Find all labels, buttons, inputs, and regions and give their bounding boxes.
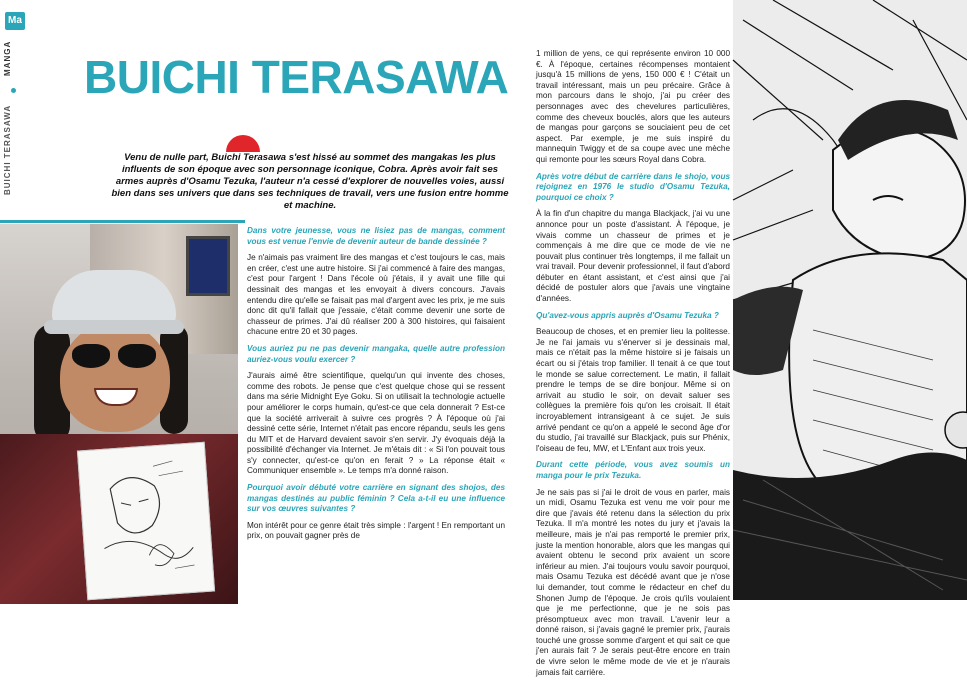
photo-sunglasses-left <box>72 344 110 368</box>
question-5: Qu'avez-vous appris auprès d'Osamu Tezuka ? <box>536 310 719 320</box>
side-name-label: BUICHI TERASAWA <box>3 104 12 196</box>
rising-sun-icon <box>226 135 260 152</box>
answer-4: À la fin d'un chapitre du manga Blackjack, j'ai vu une annonce pour un poste d'assistant. À l'époque, je vivais comme un chasseur de primes et je commençais à me dire que ce mode de vie ne pouvait plus continuer très longtemps, il me fallait un vrai travail. Pour devenir professionnel, il faut d'abord débuter en étant assistant, et c'est ainsi que j'ai décidé de postuler alors que j'avais une vingtaine d'années. <box>536 209 730 304</box>
section-label: MANGA <box>3 40 12 76</box>
side-strip <box>0 0 34 250</box>
author-photo <box>0 224 238 600</box>
separator-dot <box>11 88 16 93</box>
answer-1: Je n'aimais pas vraiment lire des mangas et c'est toujours le cas, mais en créer, c'est une autre histoire. Si j'ai commencé à faire des mangas, c'est pour l'argent ! Dans l'école où j'étais, il y avait une fille qui dessinait des mangas et les envoyait à divers concours. J'avais entendu dire qu'elle se faisait pas mal d'argent avec les prix, je me suis donc dit qu'il fallait que j'essaie, c'était comme devenir une sorte de chasseur de primes. J'ai dû réaliser 200 à 300 histoires, qui faisaient chacune entre 20 et 30 pages. <box>247 253 505 337</box>
answer-3-end: 1 million de yens, ce qui représente environ 10 000 €. À l'époque, certaines récompenses montaient jusqu'à 15 millions de yens, 150 000 € ! C'était un travail intéressant, mais un peu précaire. Grâce à mon parcours dans le shojo, j'ai pu créer des personnages avec des chevelures particulières, comme des cheveux bouclés, alors que les auteurs de mangas pour garçons se souciaient peu de cet aspect. Par exemple, je me suis inspiré du mannequin Twiggy et de sa coupe avec une mèche qui remonte pour les sœurs Royal dans Cobra. <box>536 49 730 164</box>
question-6: Durant cette période, vous avez soumis un manga pour le prix Tezuka. <box>536 460 730 480</box>
answer-2: J'aurais aimé être scientifique, quelqu'un qui invente des choses, comme des robots. Je pense que c'est quelque chose qui se ressent dans ma série Midnight Eye Goku. Si on utilisait la technologie actuelle pour améliorer le corps humain, qu'est-ce que cela donnerait ? Est-ce que la société arriverait à suivre ces progrès ? À l'époque où j'ai dessiné cette série, Internet n'était pas encore répandu, seuls les gens du MIT et de Harvard devaient savoir s'en servir. J'y évoquais déjà la possibilité d'échanger via Internet. Je m'étais dit : « Si l'on pouvait tous s'y connecter, qu'est-ce qu'on en ferait ? » La réponse était « Communiquer ensemble ». Le temps m'a donné raison. <box>247 371 505 476</box>
sketch-drawing <box>78 443 214 599</box>
accent-rule <box>0 220 245 223</box>
photo-face <box>60 322 170 432</box>
left-page <box>0 0 512 600</box>
photo-cap-brim <box>44 320 184 334</box>
answer-6: Je ne sais pas si j'ai le droit de vous en parler, mais un midi, Osamu Tezuka est venu me voir pour me dire que j'avais été retenu dans la sélection du prix Tezuka. Il m'a montré les notes du jury et j'avais la meilleure, mais je n'ai pas remporté le premier prix, juste la mention honorable, alors que les mangas qui avaient obtenu le second prix avaient un score inférieur au mien. J'ai toujours voulu savoir pourquoi, mais Osamu Tezuka est décédé avant que je n'ose lui demander, tout comme le rédacteur en chef du Shonen Jump de l'époque. Je crois qu'ils voulaient que je me perfectionne, que je ne sois pas présomptueux avec mon travail. L'avenir leur a donné raison, si j'avais gagné le premier prix, j'aurais touché une grosse somme d'argent et qui sait ce que j'en aurais fait ? Je serais peut-être encore en train de vivre selon le même mode de vie et je n'aurais jamais fait carrière. <box>536 487 730 677</box>
signed-sketch <box>77 442 215 601</box>
text-column-1 <box>247 226 505 548</box>
question-3: Pourquoi avoir débuté votre carrière en signant des shojos, des mangas destinés au public féminin ? Cela a-t-il eu une influence sur vos œuvres suivantes ? <box>247 483 505 514</box>
answer-5: Beaucoup de choses, et en premier lieu la politesse. Je ne l'ai jamais vu s'énerver si je dessinais mal, mais ce n'était pas la même histoire si je faisais un écart ou si j'étais trop familier. Il tenait à ce que tout le monde se salue correctement. Le matin, il fallait prendre le temps de se dire bonjour. Même si on arrivait au studio le soir, on devait saluer ses collègues la première fois qu'on les croisait. Il était incroyablement intransigeant à ce sujet. Je suis arrivé pendant ce qu'on a appelé le second âge d'or du studio, j'ai travaillé sur Blackjack, puis sur Phénix, l'oiseau de feu, MW, et L'Enfant aux trois yeux. <box>536 327 730 453</box>
magazine-logo: Ma <box>5 12 25 30</box>
intro-paragraph: Venu de nulle part, Buichi Terasawa s'est hissé au sommet des mangakas les plus influents de son époque avec son personnage iconique, Cobra. Après avoir fait ses armes auprès d'Osamu Tezuka, l'auteur n'a cessé d'explorer de nouvelles voies, aussi bien dans ses univers que dans ses techniques de travail, vers une fusion entre homme et machine. <box>111 152 509 211</box>
manga-panel-art <box>733 0 967 600</box>
answer-3-start: Mon intérêt pour ce genre était très simple : l'argent ! En remportant un prix, on pouvait gagner près de <box>247 520 505 541</box>
question-4: Après votre début de carrière dans le shojo, vous rejoignez en 1976 le studio d'Osamu Tezuka, pourquoi ce choix ? <box>536 171 730 202</box>
photo-sunglasses-right <box>118 344 156 368</box>
photo-poster <box>186 236 230 296</box>
text-column-2 <box>536 49 730 684</box>
question-2: Vous auriez pu ne pas devenir mangaka, quelle autre profession auriez-vous voulu exercer ? <box>247 343 505 364</box>
page-title: BUICHI TERASAWA <box>84 51 509 103</box>
manga-illustration <box>733 0 967 600</box>
question-1: Dans votre jeunesse, vous ne lisiez pas de mangas, comment vous est venue l'envie de devenir auteur de bande dessinée ? <box>247 226 505 246</box>
